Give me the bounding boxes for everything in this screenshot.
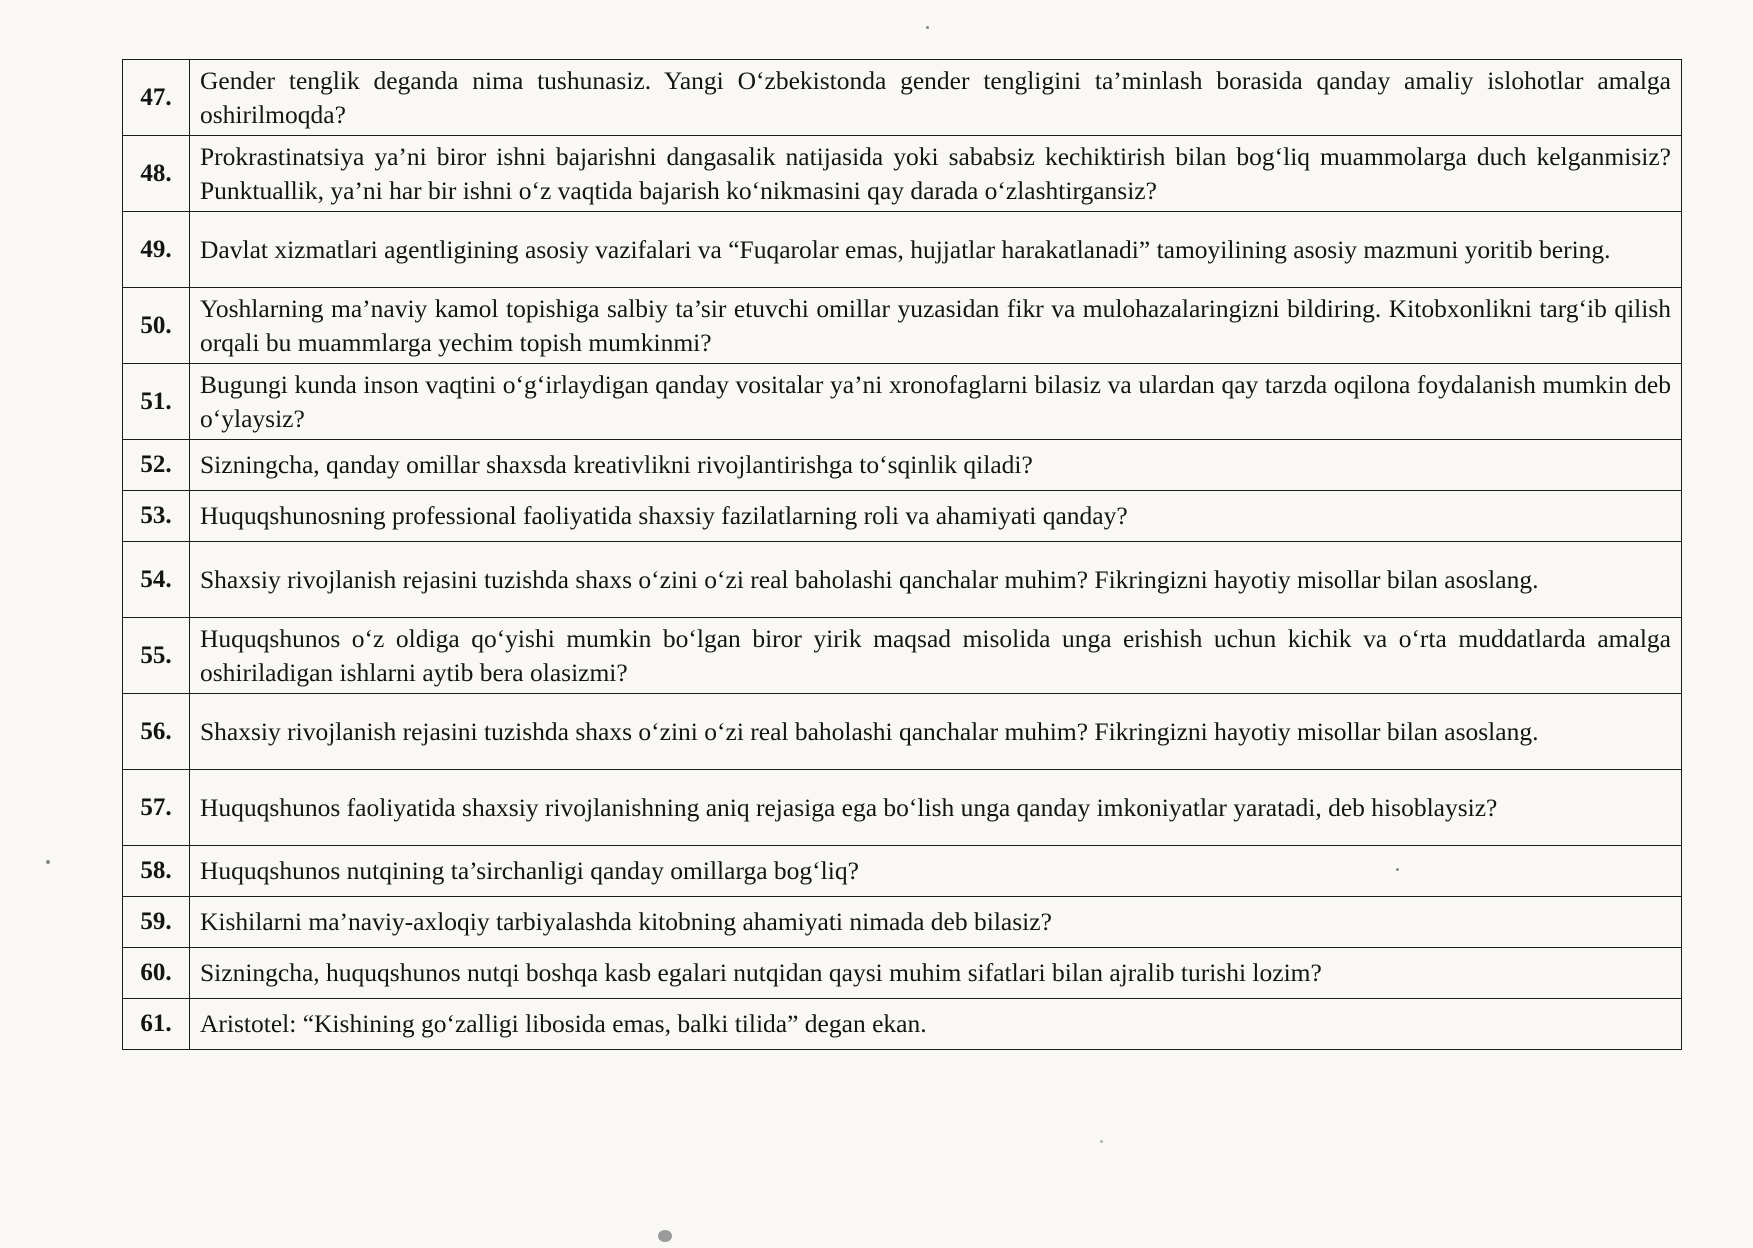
question-text: Prokrastinatsiya ya’ni biror ishni bajarishni dangasalik natijasida yoki sababsiz kechiktirish bilan bog‘liq muammolarga duch kelganmisiz? Punktuallik, ya’ni har bir ishni o‘z vaqtida bajarish ko‘nikmasini qay darada o‘zlashtirgansiz? — [190, 136, 1682, 212]
table-row — [123, 897, 1682, 948]
question-text: Kishilarni ma’naviy-axloqiy tarbiyalashda kitobning ahamiyati nimada deb bilasiz? — [190, 897, 1682, 948]
question-number: 57. — [123, 770, 190, 846]
table-row — [123, 491, 1682, 542]
table-row — [123, 846, 1682, 897]
question-text: Huquqshunos o‘z oldiga qo‘yishi mumkin bo‘lgan biror yirik maqsad misolida unga erishish uchun kichik va o‘rta muddatlarda amalga oshiriladigan ishlarni aytib bera olasizmi? — [190, 618, 1682, 694]
question-number: 55. — [123, 618, 190, 694]
question-number: 58. — [123, 846, 190, 897]
table-row — [123, 364, 1682, 440]
table-row — [123, 60, 1682, 136]
question-number: 49. — [123, 212, 190, 288]
table-row — [123, 770, 1682, 846]
question-text: Aristotel: “Kishining go‘zalligi libosida emas, balki tilida” degan ekan. — [190, 999, 1682, 1050]
question-number: 56. — [123, 694, 190, 770]
table-row — [123, 440, 1682, 491]
question-text: Bugungi kunda inson vaqtini o‘g‘irlaydigan qanday vositalar ya’ni xronofaglarni bilasiz va ulardan qay tarzda oqilona foydalanish mumkin deb o‘ylaysiz? — [190, 364, 1682, 440]
question-number: 59. — [123, 897, 190, 948]
table-row — [123, 212, 1682, 288]
question-number: 48. — [123, 136, 190, 212]
question-text: Sizningcha, huquqshunos nutqi boshqa kasb egalari nutqidan qaysi muhim sifatlari bilan ajralib turishi lozim? — [190, 948, 1682, 999]
table-row — [123, 694, 1682, 770]
table-row — [123, 999, 1682, 1050]
question-number: 54. — [123, 542, 190, 618]
scan-speck — [1100, 1140, 1103, 1143]
table-row — [123, 542, 1682, 618]
question-text: Huquqshunosning professional faoliyatida shaxsiy fazilatlarning roli va ahamiyati qanday? — [190, 491, 1682, 542]
table-row — [123, 948, 1682, 999]
table-row — [123, 136, 1682, 212]
question-text: Davlat xizmatlari agentligining asosiy vazifalari va “Fuqarolar emas, hujjatlar harakatlanadi” tamoyilining asosiy mazmuni yoritib bering. — [190, 212, 1682, 288]
question-text: Shaxsiy rivojlanish rejasini tuzishda shaxs o‘zini o‘zi real baholashi qanchalar muhim? Fikringizni hayotiy misollar bilan asoslang. — [190, 542, 1682, 618]
scan-speck — [926, 26, 929, 29]
questions-table — [122, 59, 1682, 1050]
question-number: 47. — [123, 60, 190, 136]
scan-speck — [46, 860, 50, 864]
scan-speck — [1396, 868, 1399, 871]
question-text: Gender tenglik deganda nima tushunasiz. Yangi O‘zbekistonda gender tengligini ta’minlash borasida qanday amaliy islohotlar amalga oshirilmoqda? — [190, 60, 1682, 136]
table-row — [123, 288, 1682, 364]
table-row — [123, 618, 1682, 694]
question-number: 51. — [123, 364, 190, 440]
question-number: 52. — [123, 440, 190, 491]
question-text: Yoshlarning ma’naviy kamol topishiga salbiy ta’sir etuvchi omillar yuzasidan fikr va mulohazalaringizni bildiring. Kitobxonlikni targ‘ib qilish orqali bu muammlarga yechim topish mumkinmi? — [190, 288, 1682, 364]
question-text: Shaxsiy rivojlanish rejasini tuzishda shaxs o‘zini o‘zi real baholashi qanchalar muhim? Fikringizni hayotiy misollar bilan asoslang. — [190, 694, 1682, 770]
question-text: Sizningcha, qanday omillar shaxsda kreativlikni rivojlantirishga to‘sqinlik qiladi? — [190, 440, 1682, 491]
question-text: Huquqshunos faoliyatida shaxsiy rivojlanishning aniq rejasiga ega bo‘lish unga qanday imkoniyatlar yaratadi, deb hisoblaysiz? — [190, 770, 1682, 846]
question-number: 53. — [123, 491, 190, 542]
question-number: 61. — [123, 999, 190, 1050]
question-text: Huquqshunos nutqining ta’sirchanligi qanday omillarga bog‘liq? — [190, 846, 1682, 897]
scan-speck — [658, 1230, 672, 1242]
question-number: 60. — [123, 948, 190, 999]
question-number: 50. — [123, 288, 190, 364]
